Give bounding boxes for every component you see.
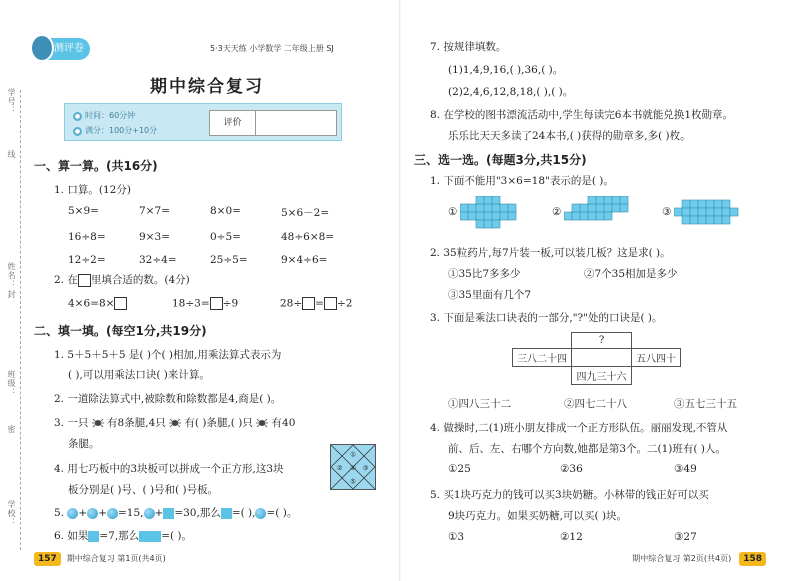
- calc-item[interactable]: 48÷6×8=: [281, 231, 335, 243]
- line-label: 线: [7, 150, 16, 159]
- calc-item[interactable]: 32÷4=: [139, 254, 177, 266]
- q3-option-1[interactable]: ①四八三十二: [448, 398, 511, 410]
- choice-q1: 1. 下面不能用"3×6=18"表示的是( )。: [430, 175, 614, 187]
- fill-q1-line1: 1. 5＋5＋5＋5 是( )个( )相加,用乘法算式表示为: [54, 349, 282, 361]
- choice-q5-line2: 9块巧克力。如果买奶糖,可以买( )块。: [448, 510, 628, 522]
- class-label: 班级：: [7, 370, 16, 397]
- svg-text:④: ④: [350, 463, 357, 472]
- expr-text: 28÷: [280, 297, 303, 310]
- page-number-right: 158: [739, 552, 766, 566]
- q3-text: 有40: [271, 417, 296, 429]
- empty-cell: [572, 349, 632, 367]
- mental-calc-grid: [68, 205, 371, 266]
- multiplication-table-fragment: [512, 332, 681, 385]
- q3-option-3[interactable]: ③五七三十五: [674, 398, 737, 410]
- calc-item[interactable]: 12÷2=: [68, 254, 106, 266]
- q3-text: 有8条腿,4只: [107, 417, 166, 429]
- right-page: [400, 0, 800, 581]
- ball-icon: [67, 508, 78, 519]
- badge-label: 测评卷: [54, 43, 84, 54]
- q5-text: =30,那么: [174, 507, 221, 519]
- ball-icon: [255, 508, 266, 519]
- evaluation-box: [209, 110, 337, 136]
- binding-margin: [0, 0, 30, 581]
- q1-option-2-label[interactable]: ②: [552, 206, 562, 218]
- q3-text: 有( )条腿,( )只: [184, 417, 253, 429]
- calc-item[interactable]: 7×7=: [139, 205, 170, 217]
- time-text: 时间：60分钟: [85, 111, 136, 120]
- blank-box[interactable]: [78, 274, 91, 287]
- q2-expr-b: [172, 297, 238, 310]
- spider-icon: [256, 417, 268, 429]
- square-icon: [163, 508, 174, 519]
- square-icon: [88, 531, 99, 542]
- choice-q4-line1: 4. 做操时,二(1)班小朋友排成一个正方形队伍。丽丽发现,不管从: [430, 422, 728, 434]
- fill-q8-line2: 乐乐比天天多读了24本书,( )获得的勋章多,多( )枚。: [448, 130, 691, 142]
- clock-icon: ●: [74, 113, 81, 120]
- calc-item[interactable]: 5×9=: [68, 205, 99, 217]
- blank-box[interactable]: [210, 297, 223, 310]
- q2-suffix: 里填合适的数。(4分): [90, 274, 190, 286]
- section-3-heading: 三、选一选。(每题3分,共15分): [414, 153, 587, 167]
- right-footer: [632, 552, 766, 566]
- q2-option-1[interactable]: ①35比7多多少: [448, 268, 521, 280]
- q5-text: =( ),: [231, 507, 256, 519]
- q2-expr-c: [280, 297, 352, 310]
- mascot-icon: [30, 34, 54, 62]
- fill-q4-line2: 板分别是( )号、( )号和( )号板。: [68, 484, 219, 496]
- info-box: [64, 103, 342, 141]
- blank-box[interactable]: [302, 297, 315, 310]
- fill-q5: 5. + + =15, + =30,那么 =( ), =( )。: [54, 507, 298, 519]
- calc-item[interactable]: 16÷8=: [68, 231, 106, 243]
- expr-text: ÷2: [336, 297, 353, 310]
- square-icon: [221, 508, 232, 519]
- spider-icon: [169, 417, 181, 429]
- blank-box[interactable]: [324, 297, 337, 310]
- choice-q5-line1: 5. 买1块巧克力的钱可以买3块奶糖。小林带的钱正好可以买: [430, 489, 709, 501]
- calc-item[interactable]: 25÷5=: [210, 254, 248, 266]
- empty-cell: [513, 333, 572, 349]
- table-cell: 三八二十四: [513, 349, 572, 367]
- left-footer-text: 期中综合复习 第1页(共4页): [66, 554, 166, 563]
- score-info: [73, 125, 157, 136]
- calc-item[interactable]: 9×3=: [139, 231, 170, 243]
- table-cell: 四九三十六: [572, 367, 632, 385]
- q5-option-3[interactable]: ③27: [674, 531, 697, 543]
- series-label: 5·3天天练 小学数学 二年级上册 SJ: [210, 44, 334, 53]
- q2-label: [54, 272, 190, 287]
- q1-option-3-label[interactable]: ③: [662, 206, 672, 218]
- fill-q4-line1: 4. 用七巧板中的3块板可以拼成一个正方形,这3块: [54, 463, 284, 475]
- calc-item[interactable]: 9×4÷6=: [281, 254, 328, 266]
- svg-text:⑤: ⑤: [350, 477, 357, 486]
- fill-q6: [54, 528, 192, 543]
- seal-label: 封: [7, 290, 16, 299]
- q2-option-3[interactable]: ③35里面有几个7: [448, 289, 532, 301]
- q5-text: 5.: [54, 507, 65, 519]
- name-label: 姓名：: [7, 262, 16, 289]
- calc-item[interactable]: 5×6－2=: [281, 207, 330, 219]
- q1-label: 1. 口算。(12分): [54, 184, 131, 196]
- q2-expr-a: [68, 297, 127, 310]
- grid-figure-2[interactable]: [564, 196, 636, 230]
- evaluation-label: 评价: [210, 111, 256, 135]
- q6-text: 6. 如果: [54, 530, 89, 542]
- fill-q7: 7. 按规律填数。: [430, 41, 507, 53]
- expr-text: 18÷3=: [172, 297, 210, 310]
- q4-option-1[interactable]: ①25: [448, 463, 471, 475]
- square-icon: [139, 531, 150, 542]
- empty-cell: [632, 367, 681, 385]
- q2-option-2[interactable]: ②7个35相加是多少: [584, 268, 678, 280]
- fill-q2: 2. 一道除法算式中,被除数和除数都是4,商是( )。: [54, 393, 282, 405]
- choice-q3: 3. 下面是乘法口诀表的一部分,"?"处的口诀是( )。: [430, 312, 663, 324]
- grid-figure-3[interactable]: [674, 196, 746, 230]
- q6-text: =( )。: [161, 530, 193, 542]
- calc-item[interactable]: 8×0=: [210, 205, 241, 217]
- q5-option-2[interactable]: ②12: [560, 531, 583, 543]
- empty-cell: [632, 333, 681, 349]
- q4-option-2[interactable]: ②36: [560, 463, 583, 475]
- choice-q4-line2: 前、后、左、右哪个方向数,她都是第3个。二(1)班有( )人。: [448, 443, 726, 455]
- right-footer-text: 期中综合复习 第2页(共4页): [632, 554, 732, 563]
- table-cell-question: ?: [572, 333, 632, 349]
- page-number-left: 157: [34, 552, 61, 566]
- expr-text: ÷9: [222, 297, 239, 310]
- page-title: 期中综合复习: [150, 77, 264, 97]
- square-icon: [150, 531, 161, 542]
- ball-icon: [107, 508, 118, 519]
- student-id-label: 学号：: [7, 88, 16, 115]
- choice-q2: 2. 35粒药片,每7片装一板,可以装几板？这是求( )。: [430, 247, 671, 259]
- school-label: 学校：: [7, 500, 16, 527]
- expr-text: 4×6=8×: [68, 297, 115, 310]
- q3-option-2[interactable]: ②四七二十八: [564, 398, 627, 410]
- q4-option-3[interactable]: ③49: [674, 463, 697, 475]
- section-2-heading: 二、填一填。(每空1分,共19分): [34, 324, 207, 338]
- q1-option-1-label[interactable]: ①: [448, 206, 458, 218]
- expr-text: =: [315, 297, 324, 310]
- fill-q1-line2: ( ),可以用乘法口诀( )来计算。: [68, 369, 210, 381]
- svg-text:③: ③: [362, 463, 369, 472]
- score-text: 满分：100分+10分: [85, 126, 158, 135]
- q2-prefix: 2. 在: [54, 274, 78, 286]
- table-cell: 五八四十: [632, 349, 681, 367]
- q5-option-1[interactable]: ①3: [448, 531, 465, 543]
- section-1-heading: 一、算一算。(共16分): [34, 159, 158, 173]
- ball-icon: [87, 508, 98, 519]
- q6-text: =7,那么: [99, 530, 140, 542]
- binding-dashed-line: [20, 90, 21, 550]
- fill-q3-line1: [54, 415, 295, 430]
- evaluation-field[interactable]: [256, 111, 336, 135]
- tangram-figure: [330, 444, 376, 490]
- empty-cell: [513, 367, 572, 385]
- fill-q7-2: (2)2,4,6,12,8,18,( ),( )。: [448, 86, 574, 98]
- q5-text: =15,: [118, 507, 144, 519]
- spider-icon: [92, 417, 104, 429]
- time-info: [73, 110, 135, 121]
- secret-label: 密: [7, 425, 16, 434]
- score-icon: ●: [74, 128, 81, 135]
- fill-q3-line2: 条腿。: [68, 438, 100, 450]
- ball-icon: [144, 508, 155, 519]
- calc-item[interactable]: 0÷5=: [210, 231, 241, 243]
- left-footer: [34, 552, 166, 566]
- fill-q8-line1: 8. 在学校的图书漂流活动中,学生每读完6本书就能兑换1枚勋章。: [430, 109, 734, 121]
- svg-text:②: ②: [336, 463, 343, 472]
- q3-text: 3. 一只: [54, 417, 89, 429]
- svg-text:①: ①: [350, 450, 357, 459]
- test-badge: [34, 38, 90, 60]
- fill-q7-1: (1)1,4,9,16,( ),36,( )。: [448, 64, 564, 76]
- blank-box[interactable]: [114, 297, 127, 310]
- q5-text: =( )。: [266, 507, 298, 519]
- grid-figure-1[interactable]: [460, 196, 524, 230]
